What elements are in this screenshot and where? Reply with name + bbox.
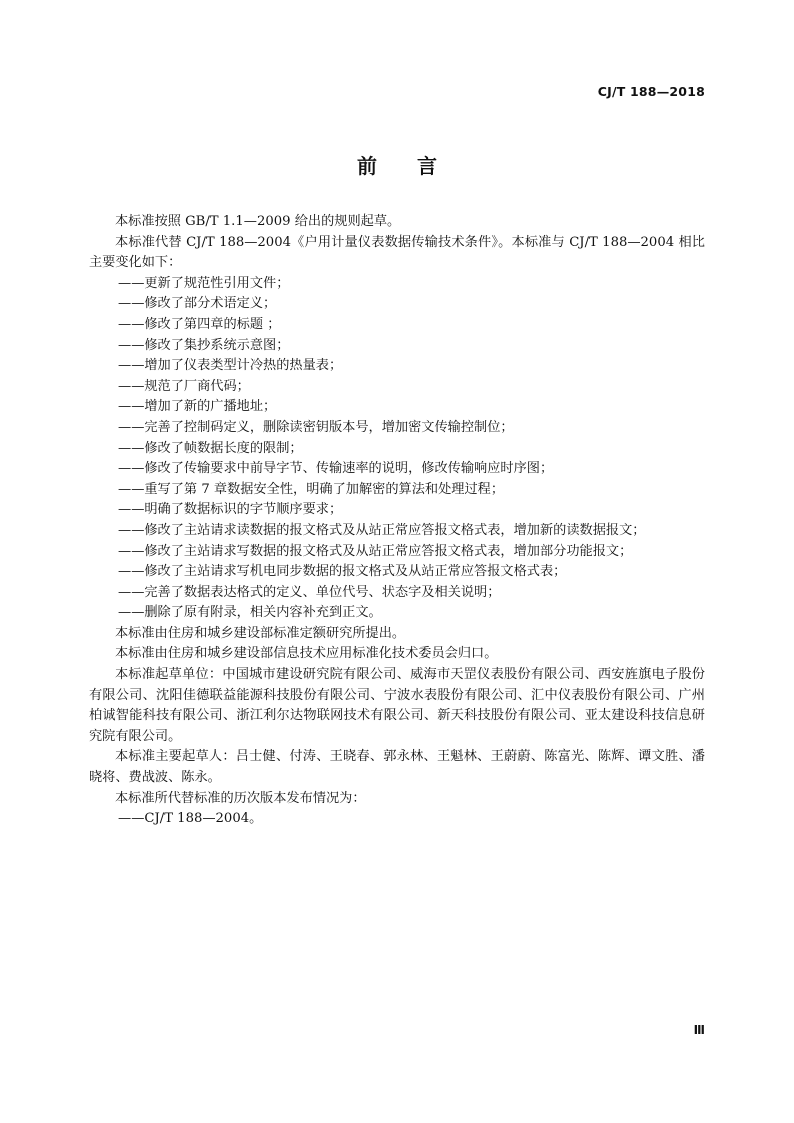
- change-item: ——明确了数据标识的字节顺序要求；: [118, 502, 343, 518]
- paragraph-replacement: 本标准代替 CJ/T 188—2004《户用计量仪表数据传输技术条件》。本标准与 CJ/T 188—2004 相比主要变化如下：: [89, 234, 705, 271]
- change-item: ——重写了第 7 章数据安全性，明确了加解密的算法和处理过程；: [118, 481, 505, 497]
- paragraph-managed-by: 本标准由住房和城乡建设部信息技术应用标准化技术委员会归口。: [115, 646, 498, 662]
- page-number: Ⅲ: [693, 1023, 705, 1037]
- page-title: 前言: [357, 154, 477, 178]
- change-item: ——修改了第四章的标题 ；: [118, 316, 281, 332]
- change-item: ——完善了控制码定义，删除读密钥版本号，增加密文传输控制位；: [118, 419, 514, 435]
- change-item: ——修改了部分术语定义；: [118, 296, 277, 312]
- paragraph-drafting-units: 本标准起草单位：中国城市建设研究院有限公司、威海市天罡仪表股份有限公司、西安旌旗电子股份有限公司、沈阳佳德联益能源科技股份有限公司、宁波水表股份有限公司、汇中仪表股份有限公司、广州柏诚智能科技有限公司、浙江利尔达物联网技术有限公司、新天科技股份有限公司、亚太建设科技信息研究院有限公司。: [89, 667, 705, 744]
- change-item: ——更新了规范性引用文件；: [118, 275, 290, 291]
- change-item: ——规范了厂商代码；: [118, 378, 250, 394]
- change-item: ——增加了新的广播地址；: [118, 399, 277, 415]
- paragraph-history-intro: 本标准所代替标准的历次版本发布情况为：: [115, 790, 366, 806]
- paragraph-drafters: 本标准主要起草人：吕士健、付涛、王晓春、郭永林、王魁林、王蔚蔚、陈富光、陈辉、谭文胜、潘晓将、费战波、陈永。: [89, 749, 705, 786]
- paragraph-proposed-by: 本标准由住房和城乡建设部标准定额研究所提出。: [115, 625, 406, 641]
- change-item: ——修改了集抄系统示意图；: [118, 337, 290, 353]
- history-item: ——CJ/T 188—2004。: [118, 811, 263, 827]
- paragraph-drafting-rules: 本标准按照 GB/T 1.1—2009 给出的规则起草。: [115, 214, 401, 229]
- foreword-body: [89, 212, 705, 830]
- change-item: ——修改了传输要求中前导字节、传输速率的说明，修改传输响应时序图；: [118, 461, 554, 477]
- change-item: ——修改了主站请求写机电同步数据的报文格式及从站正常应答报文格式表；: [118, 564, 567, 580]
- change-item: ——增加了仪表类型计冷热的热量表；: [118, 358, 343, 374]
- standard-code: CJ/T 188—2018: [597, 84, 705, 99]
- change-item: ——删除了原有附录，相关内容补充到正文。: [118, 605, 382, 621]
- change-item: ——完善了数据表达格式的定义、单位代号、状态字及相关说明；: [118, 584, 501, 600]
- change-item: ——修改了主站请求读数据的报文格式及从站正常应答报文格式表，增加新的读数据报文；: [118, 522, 646, 538]
- change-item: ——修改了帧数据长度的限制；: [118, 440, 303, 456]
- change-item: ——修改了主站请求写数据的报文格式及从站正常应答报文格式表，增加部分功能报文；: [118, 543, 633, 559]
